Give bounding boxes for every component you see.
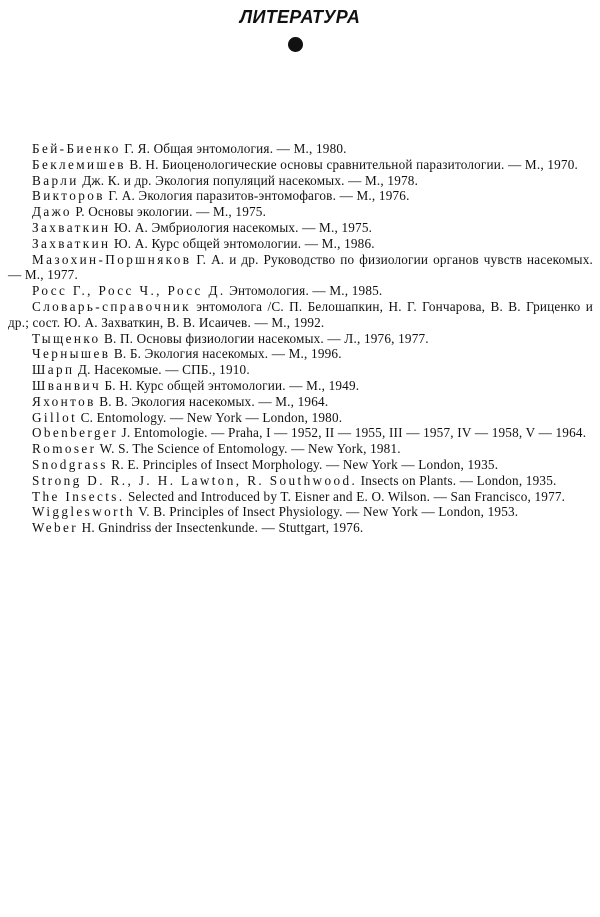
reference-author: Яхонтов: [32, 393, 96, 409]
reference-details: энтомолога /С. П. Белошапкин, Н. Г. Гончарова, В. В. Гриценко и др.; сост. Ю. А. Захваткин, В. В. Исаичев. — М., 1992.: [8, 298, 593, 330]
reference-entry: [0, 299, 600, 331]
reference-author: Wigglesworth: [32, 504, 135, 520]
reference-details: Энтомология. — М., 1985.: [225, 283, 383, 299]
reference-author: Snodgrass: [32, 456, 108, 472]
reference-details: Ю. А. Эмбриология насекомых. — М., 1975.: [110, 219, 373, 235]
reference-details: C. Entomology. — New York — London, 1980.: [77, 409, 343, 425]
reference-details: Selected and Introduced by T. Eisner and E. O. Wilson. — San Francisco, 1977.: [124, 488, 566, 504]
reference-entry: [0, 157, 600, 173]
reference-author: Росс Г., Росс Ч., Росс Д.: [32, 283, 226, 299]
reference-author: Gillot: [32, 409, 78, 425]
reference-details: J. Entomologie. — Praha, I — 1952, II — 1955, III — 1957, IV — 1958, V — 1964.: [118, 425, 587, 441]
reference-details: Ю. А. Курс общей энтомологии. — М., 1986.: [110, 235, 375, 251]
reference-entry: [0, 441, 600, 457]
reference-author: Romoser: [32, 441, 97, 457]
reference-details: Р. Основы экологии. — М., 1975.: [71, 204, 267, 220]
reference-details: Дж. К. и др. Экология популяций насекомых. — М., 1978.: [78, 172, 419, 188]
reference-author: Шарп: [32, 362, 75, 378]
reference-details: В. Б. Экология насекомых. — М., 1996.: [110, 346, 342, 362]
reference-entry: [0, 220, 600, 236]
page-title: ЛИТЕРАТУРА: [239, 7, 361, 27]
reference-details: В. Н. Биоценологические основы сравнительной паразитологии. — М., 1970.: [125, 156, 579, 172]
reference-entry: [0, 236, 600, 252]
reference-entry: [0, 188, 600, 204]
reference-entry: [0, 346, 600, 362]
title-bullet: [288, 37, 303, 52]
reference-details: Г. А. Экология паразитов-энтомофагов. — М., 1976.: [104, 188, 410, 204]
reference-entry: [0, 204, 600, 220]
reference-entry: [0, 504, 600, 520]
reference-details: V. B. Principles of Insect Physiology. — New York — London, 1953.: [135, 504, 519, 520]
reference-entry: [0, 252, 600, 284]
reference-author: Викторов: [32, 188, 105, 204]
reference-author: Мазохин-Поршняков: [32, 251, 192, 267]
reference-details: R. E. Principles of Insect Morphology. — New York — London, 1935.: [107, 456, 499, 472]
reference-details: В. В. Экология насекомых. — М., 1964.: [95, 393, 329, 409]
reference-author: Obenberger: [32, 425, 119, 441]
reference-entry: [0, 457, 600, 473]
reference-entry: [0, 425, 600, 441]
reference-details: W. S. The Science of Entomology. — New York, 1981.: [96, 441, 401, 457]
reference-entry: [0, 473, 600, 489]
reference-entry: [0, 283, 600, 299]
reference-details: H. Gnindriss der Insectenkunde. — Stuttgart, 1976.: [78, 520, 364, 536]
reference-author: Weber: [32, 520, 79, 536]
reference-details: Д. Насекомые. — СПБ., 1910.: [74, 362, 250, 378]
reference-details: Г. А. и др. Руководство по физиологии органов чувств насекомых. — М., 1977.: [8, 251, 593, 283]
reference-author: Варли: [32, 172, 79, 188]
reference-author: Захваткин: [32, 219, 111, 235]
reference-details: Г. Я. Общая энтомология. — М., 1980.: [120, 141, 347, 156]
reference-author: Тыщенко: [32, 330, 101, 346]
reference-author: Беклемишев: [32, 156, 126, 172]
reference-entry: [0, 173, 600, 189]
reference-entry: [0, 331, 600, 347]
reference-author: Чернышев: [32, 346, 111, 362]
reference-author: Словарь-справочник: [32, 298, 191, 314]
reference-entry: [0, 394, 600, 410]
reference-details: Б. Н. Курс общей энтомологии. — М., 1949.: [100, 377, 360, 393]
reference-entry: [0, 141, 600, 157]
reference-author: Бей-Биенко: [32, 141, 121, 156]
reference-author: Дажо: [32, 204, 72, 220]
reference-author: Захваткин: [32, 235, 111, 251]
reference-author: The Insects.: [32, 488, 125, 504]
reference-details: В. П. Основы физиологии насекомых. — Л., 1976, 1977.: [100, 330, 429, 346]
references-list: [0, 141, 600, 536]
reference-details: Insects on Plants. — London, 1935.: [357, 472, 557, 488]
reference-entry: [0, 410, 600, 426]
reference-entry: [0, 362, 600, 378]
reference-entry: [0, 378, 600, 394]
reference-author: Шванвич: [32, 377, 101, 393]
reference-author: Strong D. R., J. H. Lawton, R. Southwood.: [32, 472, 358, 488]
reference-entry: [0, 489, 600, 505]
reference-entry: [0, 520, 600, 536]
